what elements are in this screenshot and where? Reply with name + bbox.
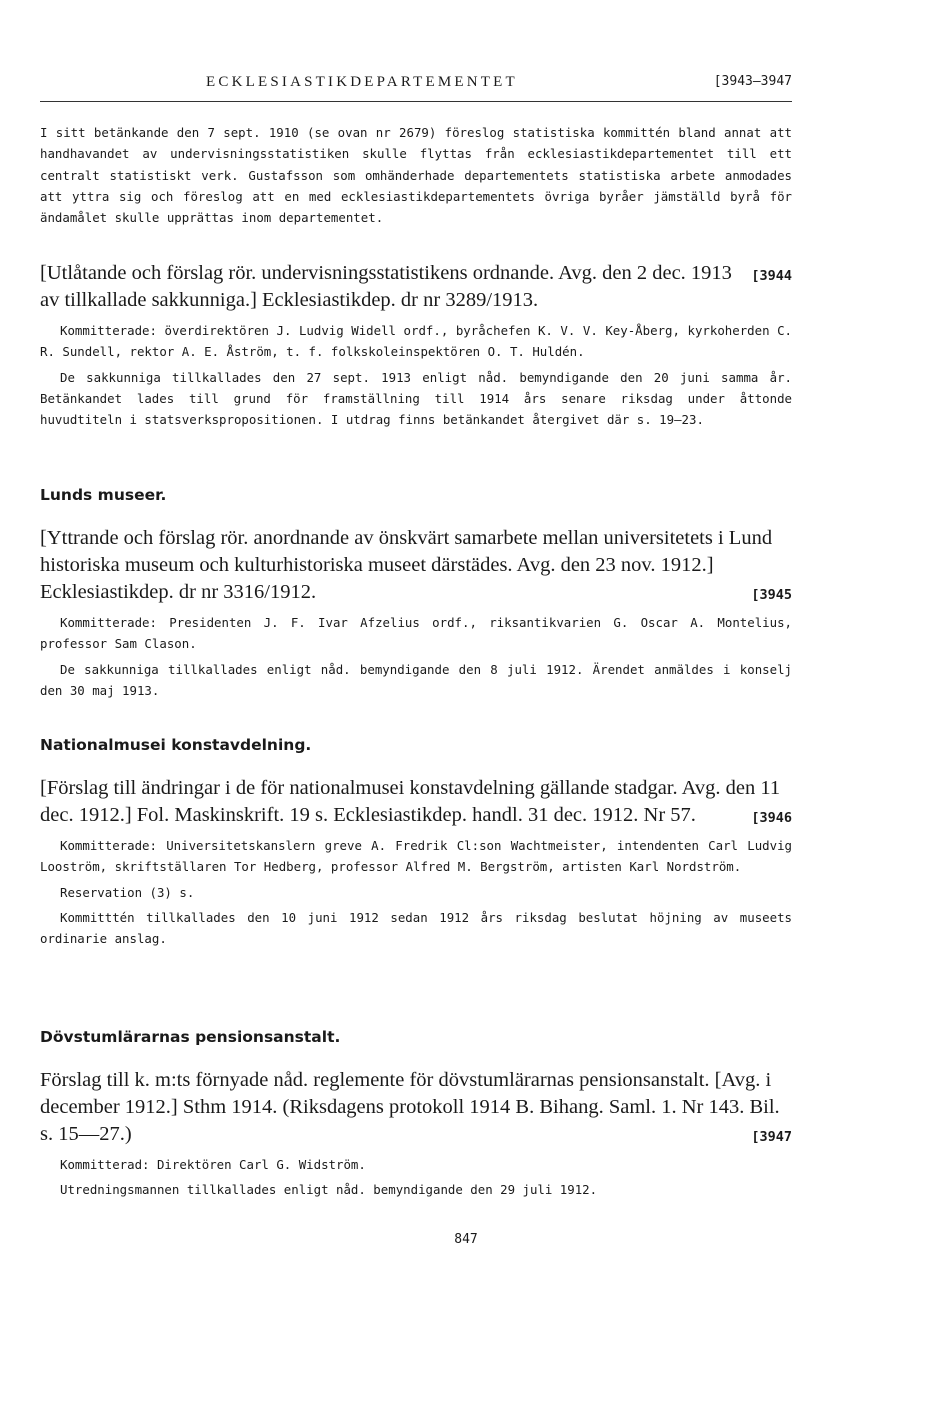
header-rule bbox=[40, 101, 792, 102]
entry-reference-number: [3944 bbox=[751, 268, 792, 284]
entry-committee bbox=[40, 612, 792, 655]
entry-title bbox=[40, 775, 792, 829]
entry-title-text: Förslag till k. m:ts förnyade nåd. reglemente för dövstumlärarnas pensionsanstalt. [Avg. i december 1912.] Sthm 1914. (Riksdagens protokoll 1914 B. Bihang. Saml. 1. Nr 143. Bil. s. 15—27.) bbox=[40, 1069, 780, 1145]
entry-title-text: [Yttrande och förslag rör. anordnande av önskvärt samarbete mellan universitetets i Lund historiska museum och kulturhistoriska museet därstädes. Avg. den 23 nov. 1912.] Ecklesiastikdep. dr nr 3316/1912. bbox=[40, 527, 773, 603]
note-text: Kommitttén tillkallades den 10 juni 1912 sedan 1912 års riksdag beslutat höjning av museets ordinarie anslag. bbox=[40, 909, 792, 947]
entry-notes bbox=[40, 882, 792, 950]
header-entry-range: [3943—3947 bbox=[713, 74, 792, 89]
note-text: Utredningsmannen tillkallades enligt nåd. bemyndigande den 29 juli 1912. bbox=[60, 1182, 598, 1198]
entry-reference-number: [3946 bbox=[751, 810, 792, 826]
intro-paragraph bbox=[40, 122, 792, 228]
header-title: ECKLESIASTIKDEPARTEMENTET bbox=[206, 74, 518, 90]
entry-3944 bbox=[40, 260, 792, 430]
entry-3946 bbox=[40, 735, 792, 949]
entry-title bbox=[40, 260, 792, 314]
entry-reference-number: [3945 bbox=[751, 587, 792, 603]
running-header bbox=[40, 74, 792, 100]
committee-text: Kommitterad: Direktören Carl G. Widström. bbox=[60, 1157, 366, 1172]
committee-text: Kommitterade: Presidenten J. F. Ivar Afzelius ordf., riksantikvarien G. Oscar A. Montelius, professor Sam Clason. bbox=[40, 615, 792, 652]
entry-title-text: [Utlåtande och förslag rör. undervisningsstatistikens ordnande. Avg. den 2 dec. 1913 av tillkallade sakkunniga.] Ecklesiastikdep. dr nr 3289/1913. bbox=[40, 262, 732, 311]
entry-3947 bbox=[40, 1027, 792, 1201]
entry-reference-number: [3947 bbox=[751, 1129, 792, 1145]
entry-committee bbox=[40, 835, 792, 878]
committee-text: Kommitterade: Universitetskanslern greve A. Fredrik Cl:son Wachtmeister, intendenten Carl Ludvig Looström, skriftställaren Tor Hedberg, professor Alfred M. Bergström, artisten Karl Nordström. bbox=[40, 838, 792, 875]
entry-notes bbox=[40, 1179, 792, 1200]
entry-committee bbox=[40, 1154, 792, 1175]
intro-text: I sitt betänkande den 7 sept. 1910 (se ovan nr 2679) föreslog statistiska kommittén bland annat att handhavandet av undervisningsstatistiken skulle flyttas från ecklesiastikdepartementet till ett centralt statistiskt verk. Gustafsson som omhänderhade departementets statistiska arbete anmodades att yttra sig och föreslog att en med ecklesiastikdepartementets övriga byråer jämställd byrå för ändamålet skulle upprättas inom departementet. bbox=[40, 125, 792, 226]
page-number: 847 bbox=[454, 1232, 478, 1247]
section-heading: Nationalmusei konstavdelning. bbox=[40, 736, 312, 754]
entry-notes bbox=[40, 367, 792, 431]
entry-notes bbox=[40, 659, 792, 702]
entry-title-text: [Förslag till ändringar i de för nationalmusei konstavdelning gällande stadgar. Avg. den 11 dec. 1912.] Fol. Maskinskrift. 19 s. Ecklesiastikdep. handl. 31 dec. 1912. Nr 57. bbox=[40, 777, 781, 826]
committee-text: Kommitterade: överdirektören J. Ludvig Widell ordf., byråchefen K. V. V. Key-Åberg, kyrkoherden C. R. Sundell, rektor A. E. Åström, t. f. folkskoleinspektören O. T. Huldén. bbox=[40, 323, 792, 360]
entry-committee bbox=[40, 320, 792, 363]
section-heading: Lunds museer. bbox=[40, 486, 167, 504]
note-text: De sakkunniga tillkallades enligt nåd. bemyndigande den 8 juli 1912. Ärendet anmäldes i konselj den 30 maj 1913. bbox=[40, 661, 792, 698]
note-text: De sakkunniga tillkallades den 27 sept. 1913 enligt nåd. bemyndigande den 20 juni samma år. Betänkandet lades till grund för framställning till 1914 års senare riksdag under åttonde huvudtiteln i statsverkspropositionen. I utdrag finns betänkandet återgivet där s. 19—23. bbox=[40, 369, 792, 428]
entry-3945 bbox=[40, 485, 792, 701]
note-text: Reservation (3) s. bbox=[60, 884, 195, 900]
section-heading: Dövstumlärarnas pensionsanstalt. bbox=[40, 1028, 341, 1046]
entry-title bbox=[40, 525, 792, 606]
entry-title bbox=[40, 1067, 792, 1148]
